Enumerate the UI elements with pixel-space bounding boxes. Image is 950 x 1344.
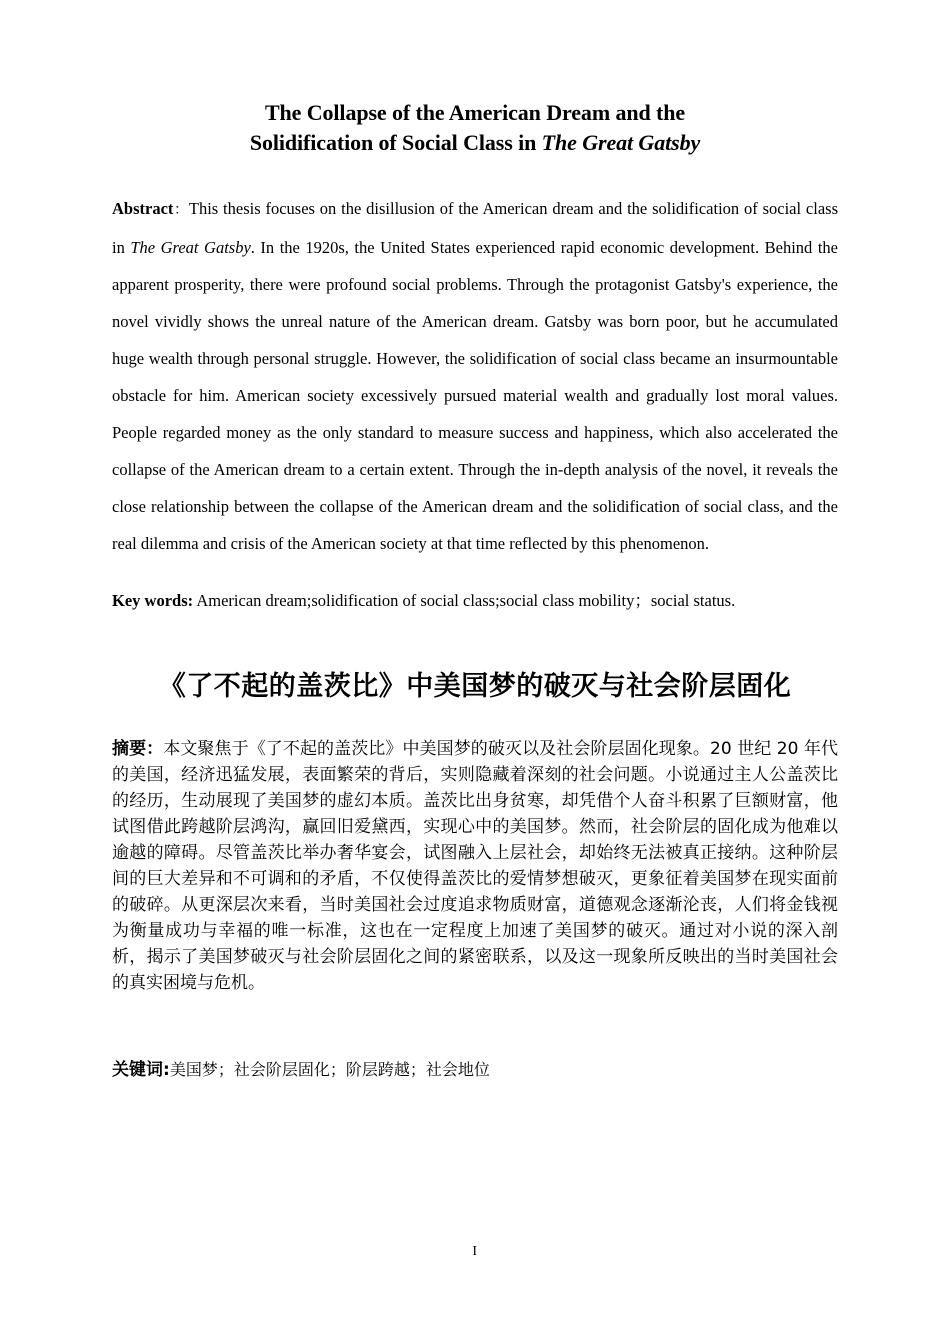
- english-title-line1: The Collapse of the American Dream and the: [264, 100, 686, 125]
- english-title: [112, 98, 838, 158]
- chinese-keywords-label: 关键词:: [112, 1060, 170, 1080]
- english-abstract-book-name: The Great Gatsby: [130, 238, 251, 257]
- english-abstract-colon: ：: [173, 202, 189, 218]
- english-keywords: [112, 586, 838, 616]
- english-keywords-label: Key words:: [112, 591, 194, 610]
- english-abstract: [112, 190, 838, 562]
- english-abstract-label: Abstract: [112, 199, 174, 218]
- english-abstract-part1: This thesis focuses on the disillusion of the American dream and the solidification of social class in: [112, 199, 839, 257]
- chinese-keywords-value: 美国梦；社会阶层固化；阶层跨越；社会地位: [169, 1060, 490, 1079]
- english-abstract-part2: . In the 1920s, the United States experienced rapid economic development. Behind the apparent prosperity, there were profound social problems. Through the protagonist Gatsby's experience, the novel vividly shows the unreal nature of the American dream. Gatsby was born poor, but he accumulated huge wealth through personal struggle. However, the solidification of social class became an insurmountable obstacle for him. American society excessively pursued material wealth and gradually lost moral values. People regarded money as the only standard to measure success and happiness, which also accelerated the collapse of the American dream to a certain extent. Through the in-depth analysis of the novel, it reveals the close relationship between the collapse of the American dream and the solidification of social class, and the real dilemma and crisis of the American society at that time reflected by this phenomenon.: [112, 238, 838, 553]
- chinese-keywords: [112, 1058, 838, 1082]
- chinese-abstract: [112, 736, 838, 996]
- english-title-line2-text: Solidification of Social Class in: [249, 130, 542, 155]
- chinese-abstract-label: 摘要: [112, 739, 147, 759]
- english-title-book-name: The Great Gatsby: [541, 130, 701, 155]
- page-number: I: [472, 1244, 478, 1259]
- page-content: [112, 0, 838, 1098]
- chinese-abstract-colon: ：: [146, 739, 164, 759]
- english-keywords-value: American dream;solidification of social class;social class mobility；social status.: [193, 591, 736, 610]
- chinese-title: 《了不起的盖茨比》中美国梦的破灭与社会阶层固化: [158, 671, 792, 702]
- chinese-abstract-text: 本文聚焦于《了不起的盖茨比》中美国梦的破灭以及社会阶层固化现象。20 世纪 20 年代的美国，经济迅猛发展，表面繁荣的背后，实则隐藏着深刻的社会问题。小说通过主人公盖茨比的经历，生动展现了美国梦的虚幻本质。盖茨比出身贫寒，却凭借个人奋斗积累了巨额财富，他试图借此跨越阶层鸿沟，赢回旧爱黛西，实现心中的美国梦。然而，社会阶层的固化成为他难以逾越的障碍。尽管盖茨比举办奢华宴会，试图融入上层社会，却始终无法被真正接纳。这种阶层间的巨大差异和不可调和的矛盾，不仅使得盖茨比的爱情梦想破灭，更象征着美国梦在现实面前的破碎。从更深层次来看，当时美国社会过度追求物质财富，道德观念逐渐沦丧，人们将金钱视为衡量成功与幸福的唯一标准，这也在一定程度上加速了美国梦的破灭。通过对小说的深入剖析，揭示了美国梦破灭与社会阶层固化之间的紧密联系，以及这一现象所反映出的当时美国社会的真实困境与危机。: [112, 739, 838, 993]
